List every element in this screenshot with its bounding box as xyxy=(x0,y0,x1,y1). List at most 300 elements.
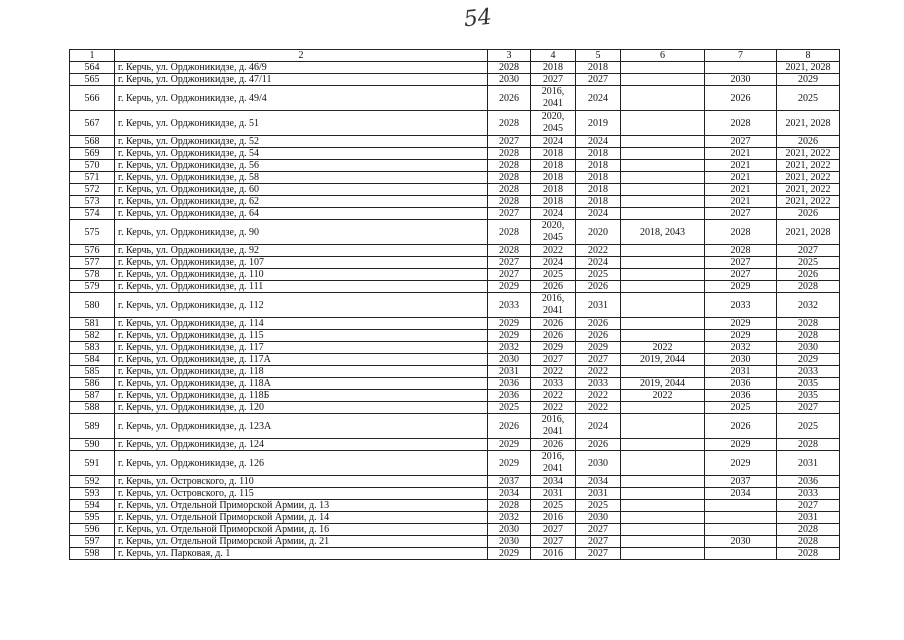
header-cell: 3 xyxy=(488,50,531,62)
row-number-cell: 574 xyxy=(70,208,115,220)
col4-cell: 2020, 2045 xyxy=(531,220,576,245)
col4-cell: 2018 xyxy=(531,172,576,184)
col3-cell: 2032 xyxy=(488,512,531,524)
address-cell: г. Керчь, ул. Орджоникидзе, д. 56 xyxy=(115,160,488,172)
row-number-cell: 577 xyxy=(70,257,115,269)
col5-cell: 2022 xyxy=(576,245,621,257)
col6-cell xyxy=(621,62,705,74)
header-cell: 1 xyxy=(70,50,115,62)
col6-cell xyxy=(621,293,705,318)
col6-cell xyxy=(621,196,705,208)
table-row xyxy=(70,111,840,136)
table-row xyxy=(70,245,840,257)
col3-cell: 2028 xyxy=(488,148,531,160)
col4-cell: 2020, 2045 xyxy=(531,111,576,136)
row-number-cell: 592 xyxy=(70,476,115,488)
col3-cell: 2037 xyxy=(488,476,531,488)
col7-cell: 2026 xyxy=(705,86,777,111)
row-number-cell: 571 xyxy=(70,172,115,184)
col8-cell: 2032 xyxy=(777,293,840,318)
col5-cell: 2018 xyxy=(576,160,621,172)
table-row xyxy=(70,293,840,318)
col4-cell: 2033 xyxy=(531,378,576,390)
col5-cell: 2030 xyxy=(576,451,621,476)
row-number-cell: 582 xyxy=(70,330,115,342)
header-cell: 6 xyxy=(621,50,705,62)
col6-cell xyxy=(621,111,705,136)
address-cell: г. Керчь, ул. Островского, д. 110 xyxy=(115,476,488,488)
col6-cell xyxy=(621,245,705,257)
col3-cell: 2027 xyxy=(488,257,531,269)
col5-cell: 2024 xyxy=(576,136,621,148)
col8-cell: 2021, 2022 xyxy=(777,160,840,172)
row-number-cell: 575 xyxy=(70,220,115,245)
col6-cell: 2019, 2044 xyxy=(621,354,705,366)
address-cell: г. Керчь, ул. Орджоникидзе, д. 47/11 xyxy=(115,74,488,86)
address-cell: г. Керчь, ул. Орджоникидзе, д. 124 xyxy=(115,439,488,451)
row-number-cell: 576 xyxy=(70,245,115,257)
col5-cell: 2019 xyxy=(576,111,621,136)
col4-cell: 2018 xyxy=(531,184,576,196)
col3-cell: 2029 xyxy=(488,281,531,293)
table-row xyxy=(70,136,840,148)
col4-cell: 2026 xyxy=(531,281,576,293)
col5-cell: 2018 xyxy=(576,196,621,208)
col8-cell: 2026 xyxy=(777,136,840,148)
col3-cell: 2028 xyxy=(488,160,531,172)
row-number-cell: 569 xyxy=(70,148,115,160)
col6-cell xyxy=(621,269,705,281)
row-number-cell: 593 xyxy=(70,488,115,500)
col6-cell xyxy=(621,414,705,439)
address-cell: г. Керчь, ул. Орджоникидзе, д. 49/4 xyxy=(115,86,488,111)
row-number-cell: 584 xyxy=(70,354,115,366)
col7-cell: 2036 xyxy=(705,378,777,390)
col8-cell: 2027 xyxy=(777,500,840,512)
col6-cell xyxy=(621,548,705,560)
col8-cell: 2033 xyxy=(777,488,840,500)
col4-cell: 2026 xyxy=(531,318,576,330)
col3-cell: 2030 xyxy=(488,536,531,548)
table-row xyxy=(70,512,840,524)
col3-cell: 2029 xyxy=(488,439,531,451)
col8-cell: 2030 xyxy=(777,342,840,354)
header-cell: 5 xyxy=(576,50,621,62)
col4-cell: 2022 xyxy=(531,390,576,402)
table-row xyxy=(70,330,840,342)
table-row xyxy=(70,172,840,184)
col4-cell: 2016 xyxy=(531,548,576,560)
col6-cell xyxy=(621,402,705,414)
col7-cell: 2028 xyxy=(705,111,777,136)
address-cell: г. Керчь, ул. Орджоникидзе, д. 52 xyxy=(115,136,488,148)
col3-cell: 2027 xyxy=(488,269,531,281)
table-row xyxy=(70,488,840,500)
col3-cell: 2027 xyxy=(488,208,531,220)
col8-cell: 2027 xyxy=(777,402,840,414)
col6-cell xyxy=(621,208,705,220)
col8-cell: 2031 xyxy=(777,451,840,476)
col4-cell: 2027 xyxy=(531,536,576,548)
table-row xyxy=(70,86,840,111)
col3-cell: 2028 xyxy=(488,111,531,136)
col5-cell: 2027 xyxy=(576,354,621,366)
col4-cell: 2018 xyxy=(531,62,576,74)
row-number-cell: 583 xyxy=(70,342,115,354)
col4-cell: 2016, 2041 xyxy=(531,414,576,439)
col8-cell: 2035 xyxy=(777,378,840,390)
col5-cell: 2025 xyxy=(576,500,621,512)
col8-cell: 2031 xyxy=(777,512,840,524)
address-cell: г. Керчь, ул. Орджоникидзе, д. 90 xyxy=(115,220,488,245)
col3-cell: 2028 xyxy=(488,184,531,196)
table-row xyxy=(70,414,840,439)
col4-cell: 2025 xyxy=(531,269,576,281)
col8-cell: 2021, 2028 xyxy=(777,62,840,74)
table-row xyxy=(70,318,840,330)
col5-cell: 2020 xyxy=(576,220,621,245)
address-cell: г. Керчь, ул. Орджоникидзе, д. 120 xyxy=(115,402,488,414)
col5-cell: 2024 xyxy=(576,414,621,439)
col3-cell: 2026 xyxy=(488,414,531,439)
col6-cell xyxy=(621,512,705,524)
table-row xyxy=(70,500,840,512)
col5-cell: 2022 xyxy=(576,366,621,378)
col7-cell: 2037 xyxy=(705,476,777,488)
col6-cell xyxy=(621,488,705,500)
col5-cell: 2030 xyxy=(576,512,621,524)
table-row xyxy=(70,548,840,560)
col6-cell xyxy=(621,476,705,488)
col5-cell: 2018 xyxy=(576,62,621,74)
col7-cell: 2029 xyxy=(705,318,777,330)
col7-cell: 2027 xyxy=(705,208,777,220)
col4-cell: 2025 xyxy=(531,500,576,512)
table-row xyxy=(70,257,840,269)
col3-cell: 2036 xyxy=(488,390,531,402)
col8-cell: 2028 xyxy=(777,524,840,536)
col7-cell: 2021 xyxy=(705,184,777,196)
row-number-cell: 570 xyxy=(70,160,115,172)
col5-cell: 2031 xyxy=(576,293,621,318)
col4-cell: 2018 xyxy=(531,160,576,172)
address-cell: г. Керчь, ул. Островского, д. 115 xyxy=(115,488,488,500)
col3-cell: 2030 xyxy=(488,354,531,366)
col4-cell: 2022 xyxy=(531,402,576,414)
col7-cell: 2036 xyxy=(705,390,777,402)
row-number-cell: 588 xyxy=(70,402,115,414)
row-number-cell: 589 xyxy=(70,414,115,439)
col7-cell: 2021 xyxy=(705,196,777,208)
col5-cell: 2026 xyxy=(576,439,621,451)
col8-cell: 2028 xyxy=(777,548,840,560)
col8-cell: 2028 xyxy=(777,318,840,330)
schedule-table xyxy=(69,49,840,560)
col6-cell xyxy=(621,74,705,86)
col8-cell: 2028 xyxy=(777,281,840,293)
row-number-cell: 594 xyxy=(70,500,115,512)
address-cell: г. Керчь, ул. Орджоникидзе, д. 117А xyxy=(115,354,488,366)
col6-cell xyxy=(621,172,705,184)
col7-cell xyxy=(705,524,777,536)
row-number-cell: 564 xyxy=(70,62,115,74)
address-cell: г. Керчь, ул. Орджоникидзе, д. 51 xyxy=(115,111,488,136)
col7-cell: 2030 xyxy=(705,536,777,548)
address-cell: г. Керчь, ул. Орджоникидзе, д. 115 xyxy=(115,330,488,342)
row-number-cell: 581 xyxy=(70,318,115,330)
table-row xyxy=(70,74,840,86)
col3-cell: 2032 xyxy=(488,342,531,354)
col6-cell xyxy=(621,184,705,196)
col7-cell: 2034 xyxy=(705,488,777,500)
address-cell: г. Керчь, ул. Орджоникидзе, д. 110 xyxy=(115,269,488,281)
col8-cell: 2021, 2022 xyxy=(777,196,840,208)
row-number-cell: 565 xyxy=(70,74,115,86)
col7-cell xyxy=(705,500,777,512)
col5-cell: 2027 xyxy=(576,548,621,560)
row-number-cell: 586 xyxy=(70,378,115,390)
col5-cell: 2026 xyxy=(576,281,621,293)
table-row xyxy=(70,269,840,281)
page-number: 54 xyxy=(462,4,494,33)
row-number-cell: 597 xyxy=(70,536,115,548)
table-row xyxy=(70,524,840,536)
col4-cell: 2022 xyxy=(531,245,576,257)
col6-cell xyxy=(621,136,705,148)
row-number-cell: 580 xyxy=(70,293,115,318)
row-number-cell: 573 xyxy=(70,196,115,208)
col6-cell xyxy=(621,281,705,293)
table-row xyxy=(70,536,840,548)
col4-cell: 2018 xyxy=(531,148,576,160)
col5-cell: 2018 xyxy=(576,148,621,160)
col7-cell: 2027 xyxy=(705,136,777,148)
col6-cell: 2022 xyxy=(621,342,705,354)
address-cell: г. Керчь, ул. Орджоникидзе, д. 126 xyxy=(115,451,488,476)
col5-cell: 2027 xyxy=(576,524,621,536)
col4-cell: 2018 xyxy=(531,196,576,208)
col6-cell xyxy=(621,524,705,536)
col7-cell: 2030 xyxy=(705,74,777,86)
col7-cell: 2028 xyxy=(705,245,777,257)
table-row xyxy=(70,342,840,354)
col4-cell: 2026 xyxy=(531,439,576,451)
col8-cell: 2025 xyxy=(777,257,840,269)
col5-cell: 2018 xyxy=(576,172,621,184)
col3-cell: 2028 xyxy=(488,500,531,512)
address-cell: г. Керчь, ул. Орджоникидзе, д. 118Б xyxy=(115,390,488,402)
col7-cell: 2027 xyxy=(705,269,777,281)
address-cell: г. Керчь, ул. Отдельной Приморской Армии, д. 21 xyxy=(115,536,488,548)
table-row xyxy=(70,366,840,378)
row-number-cell: 596 xyxy=(70,524,115,536)
col6-cell: 2022 xyxy=(621,390,705,402)
col7-cell: 2025 xyxy=(705,402,777,414)
table-row xyxy=(70,451,840,476)
address-cell: г. Керчь, ул. Орджоникидзе, д. 118 xyxy=(115,366,488,378)
col3-cell: 2030 xyxy=(488,74,531,86)
col3-cell: 2028 xyxy=(488,245,531,257)
address-cell: г. Керчь, ул. Орджоникидзе, д. 117 xyxy=(115,342,488,354)
table-row xyxy=(70,184,840,196)
address-cell: г. Керчь, ул. Орджоникидзе, д. 107 xyxy=(115,257,488,269)
row-number-cell: 572 xyxy=(70,184,115,196)
table-row xyxy=(70,208,840,220)
col3-cell: 2029 xyxy=(488,548,531,560)
col6-cell: 2018, 2043 xyxy=(621,220,705,245)
col8-cell: 2025 xyxy=(777,414,840,439)
col5-cell: 2027 xyxy=(576,536,621,548)
col8-cell: 2035 xyxy=(777,390,840,402)
col3-cell: 2029 xyxy=(488,451,531,476)
address-cell: г. Керчь, ул. Орджоникидзе, д. 54 xyxy=(115,148,488,160)
col3-cell: 2030 xyxy=(488,524,531,536)
table-row xyxy=(70,354,840,366)
col3-cell: 2028 xyxy=(488,172,531,184)
col5-cell: 2031 xyxy=(576,488,621,500)
col5-cell: 2027 xyxy=(576,74,621,86)
col5-cell: 2033 xyxy=(576,378,621,390)
address-cell: г. Керчь, ул. Орджоникидзе, д. 118А xyxy=(115,378,488,390)
header-cell: 2 xyxy=(115,50,488,62)
col3-cell: 2026 xyxy=(488,86,531,111)
address-cell: г. Керчь, ул. Орджоникидзе, д. 123А xyxy=(115,414,488,439)
col8-cell: 2021, 2028 xyxy=(777,220,840,245)
table-row xyxy=(70,439,840,451)
row-number-cell: 578 xyxy=(70,269,115,281)
col7-cell: 2029 xyxy=(705,330,777,342)
col4-cell: 2034 xyxy=(531,476,576,488)
row-number-cell: 579 xyxy=(70,281,115,293)
col8-cell: 2021, 2022 xyxy=(777,172,840,184)
col7-cell xyxy=(705,62,777,74)
col7-cell: 2031 xyxy=(705,366,777,378)
address-cell: г. Керчь, ул. Отдельной Приморской Армии, д. 16 xyxy=(115,524,488,536)
row-number-cell: 590 xyxy=(70,439,115,451)
row-number-cell: 585 xyxy=(70,366,115,378)
table-row xyxy=(70,160,840,172)
col6-cell xyxy=(621,439,705,451)
col5-cell: 2034 xyxy=(576,476,621,488)
col3-cell: 2034 xyxy=(488,488,531,500)
col8-cell: 2028 xyxy=(777,330,840,342)
table-row xyxy=(70,220,840,245)
table-header-row xyxy=(70,50,840,62)
col4-cell: 2024 xyxy=(531,136,576,148)
table-row xyxy=(70,281,840,293)
col8-cell: 2029 xyxy=(777,354,840,366)
col4-cell: 2024 xyxy=(531,208,576,220)
col6-cell xyxy=(621,160,705,172)
col7-cell: 2021 xyxy=(705,160,777,172)
address-cell: г. Керчь, ул. Орджоникидзе, д. 62 xyxy=(115,196,488,208)
table-row xyxy=(70,390,840,402)
col6-cell xyxy=(621,148,705,160)
col7-cell: 2033 xyxy=(705,293,777,318)
col8-cell: 2027 xyxy=(777,245,840,257)
address-cell: г. Керчь, ул. Орджоникидзе, д. 112 xyxy=(115,293,488,318)
col4-cell: 2016, 2041 xyxy=(531,293,576,318)
col3-cell: 2031 xyxy=(488,366,531,378)
col6-cell: 2019, 2044 xyxy=(621,378,705,390)
col3-cell: 2028 xyxy=(488,62,531,74)
header-cell: 8 xyxy=(777,50,840,62)
address-cell: г. Керчь, ул. Орджоникидзе, д. 58 xyxy=(115,172,488,184)
table-row xyxy=(70,148,840,160)
col5-cell: 2025 xyxy=(576,269,621,281)
address-cell: г. Керчь, ул. Отдельной Приморской Армии, д. 13 xyxy=(115,500,488,512)
col5-cell: 2022 xyxy=(576,402,621,414)
col8-cell: 2028 xyxy=(777,536,840,548)
address-cell: г. Керчь, ул. Орджоникидзе, д. 60 xyxy=(115,184,488,196)
row-number-cell: 595 xyxy=(70,512,115,524)
col4-cell: 2027 xyxy=(531,354,576,366)
col6-cell xyxy=(621,318,705,330)
col5-cell: 2024 xyxy=(576,257,621,269)
address-cell: г. Керчь, ул. Орджоникидзе, д. 114 xyxy=(115,318,488,330)
col4-cell: 2022 xyxy=(531,366,576,378)
address-cell: г. Керчь, ул. Орджоникидзе, д. 64 xyxy=(115,208,488,220)
col8-cell: 2033 xyxy=(777,366,840,378)
row-number-cell: 591 xyxy=(70,451,115,476)
col4-cell: 2016, 2041 xyxy=(531,86,576,111)
col8-cell: 2036 xyxy=(777,476,840,488)
col4-cell: 2026 xyxy=(531,330,576,342)
header-cell: 4 xyxy=(531,50,576,62)
col8-cell: 2028 xyxy=(777,439,840,451)
col7-cell: 2029 xyxy=(705,281,777,293)
col5-cell: 2029 xyxy=(576,342,621,354)
col8-cell: 2026 xyxy=(777,208,840,220)
col7-cell: 2027 xyxy=(705,257,777,269)
address-cell: г. Керчь, ул. Орджоникидзе, д. 92 xyxy=(115,245,488,257)
col5-cell: 2026 xyxy=(576,330,621,342)
col4-cell: 2029 xyxy=(531,342,576,354)
col3-cell: 2029 xyxy=(488,330,531,342)
col7-cell: 2026 xyxy=(705,414,777,439)
col4-cell: 2031 xyxy=(531,488,576,500)
col7-cell: 2029 xyxy=(705,451,777,476)
col7-cell xyxy=(705,512,777,524)
table-row xyxy=(70,378,840,390)
address-cell: г. Керчь, ул. Орджоникидзе, д. 46/9 xyxy=(115,62,488,74)
col3-cell: 2027 xyxy=(488,136,531,148)
row-number-cell: 567 xyxy=(70,111,115,136)
table-row xyxy=(70,196,840,208)
col3-cell: 2033 xyxy=(488,293,531,318)
col6-cell xyxy=(621,536,705,548)
col7-cell: 2030 xyxy=(705,354,777,366)
row-number-cell: 598 xyxy=(70,548,115,560)
address-cell: г. Керчь, ул. Орджоникидзе, д. 111 xyxy=(115,281,488,293)
col3-cell: 2028 xyxy=(488,220,531,245)
col3-cell: 2025 xyxy=(488,402,531,414)
col5-cell: 2018 xyxy=(576,184,621,196)
address-cell: г. Керчь, ул. Отдельной Приморской Армии, д. 14 xyxy=(115,512,488,524)
col6-cell xyxy=(621,257,705,269)
row-number-cell: 566 xyxy=(70,86,115,111)
table-row xyxy=(70,62,840,74)
col7-cell: 2029 xyxy=(705,439,777,451)
table-row xyxy=(70,402,840,414)
col7-cell: 2021 xyxy=(705,172,777,184)
header-cell: 7 xyxy=(705,50,777,62)
col7-cell: 2032 xyxy=(705,342,777,354)
col6-cell xyxy=(621,451,705,476)
col7-cell xyxy=(705,548,777,560)
col5-cell: 2024 xyxy=(576,86,621,111)
table-row xyxy=(70,476,840,488)
